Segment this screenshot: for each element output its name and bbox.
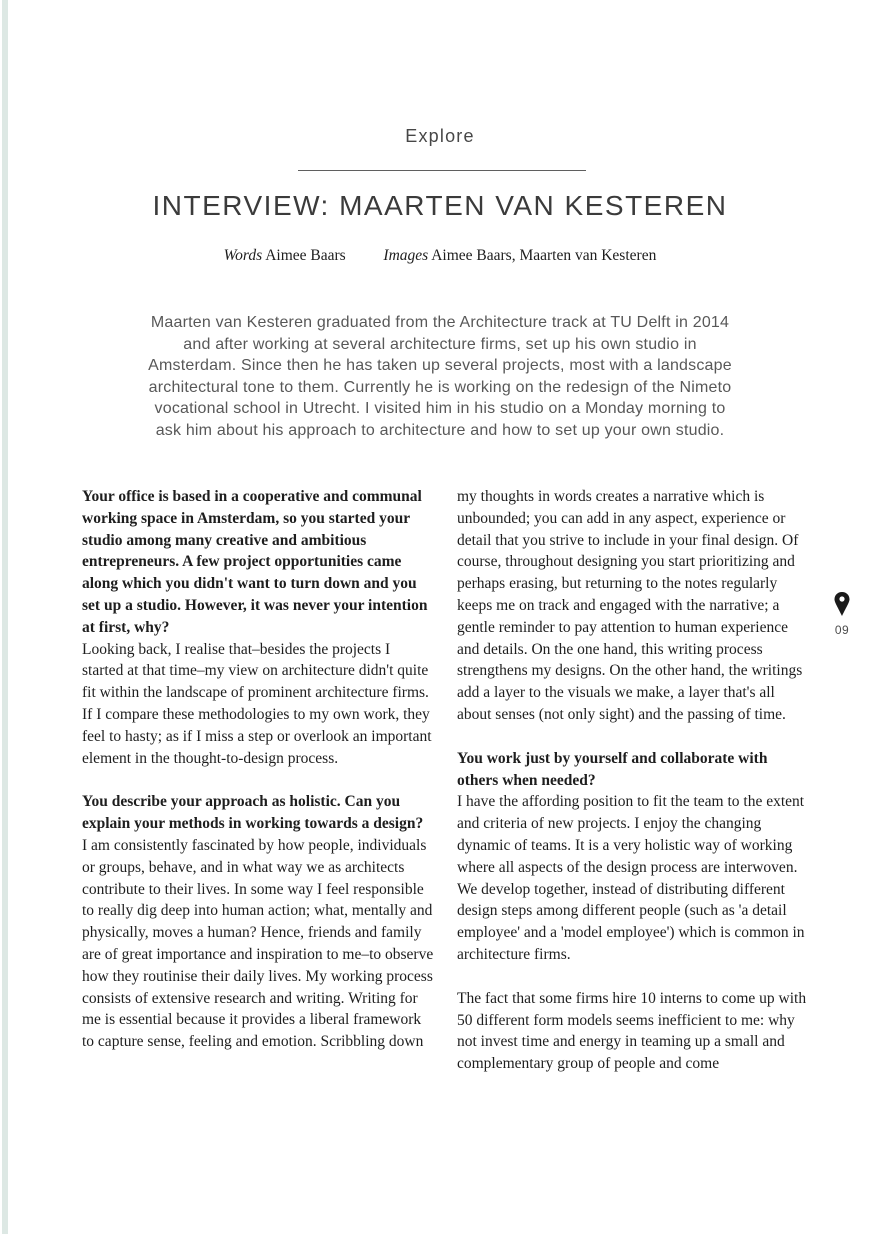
article-column-left	[82, 486, 435, 1075]
byline	[0, 247, 880, 265]
page-edge-strip	[2, 0, 8, 1234]
interview-answer: I have the affording position to fit the team to the extent and criteria of new projects. I enjoy the changing dynamic of teams. It is a very holistic way of working where all aspects of the design process are interwoven. We develop together, instead of distributing different design steps among different people (such as 'a detail employee' and a 'model employee') which is common in architecture firms.	[457, 793, 805, 963]
location-pin-icon	[834, 592, 850, 616]
header-divider	[298, 170, 586, 171]
interview-question: You describe your approach as holistic. Can you explain your methods in working towards a design?	[82, 793, 424, 833]
words-label: Words	[223, 247, 263, 264]
article-column-right	[457, 486, 810, 1075]
words-value: Aimee Baars	[265, 247, 346, 264]
section-kicker: Explore	[405, 126, 475, 146]
interview-answer: my thoughts in words creates a narrative which is unbounded; you can add in any aspect, experience or detail that you strive to include in your final design. Of course, throughout designing you start prioritizing and perhaps erasing, but returning to the notes regularly keeps me on track and engaged with the narrative; a gentle reminder to pay attention to human experience and details. On the one hand, this writing process strengthens my designs. On the other hand, the writings add a layer to the visuals we make, a layer that's all about senses (not only sight) and the passing of time.	[457, 488, 803, 723]
interview-answer: Looking back, I realise that–besides the projects I started at that time–my view on architecture didn't quite fit within the landscape of prominent architecture firms. If I compare these methodologies to my own work, they feel to hasty; as if I miss a step or overlook an important element in the thought-to-design process.	[82, 640, 432, 767]
interview-question: Your office is based in a cooperative and communal working space in Amsterdam, so you started your studio among many creative and ambitious entrepreneurs. A few project opportunities came along which you didn't want to turn down and you set up a studio. However, it was never your intention at first, why?	[82, 488, 428, 636]
interview-question: You work just by yourself and collaborate with others when needed?	[457, 749, 768, 789]
intro-paragraph: Maarten van Kesteren graduated from the Architecture track at TU Delft in 2014 and after working at several architecture firms, set up his own studio in Amsterdam. Since then he has taken up several projects, most with a landscape architectural tone to them. Currently he is working on the redesign of the Nimeto vocational school in Utrecht. I visited him in his studio on a Monday morning to ask him about his approach to architecture and how to set up your own studio.	[148, 314, 732, 439]
images-label: Images	[383, 247, 429, 264]
interview-answer: I am consistently fascinated by how people, individuals or groups, behave, and in what way we as architects contribute to their lives. In some way I feel responsible to really dig deep into human action; what, mentally and physically, moves a human? Hence, friends and family are of great importance and inspiration to me–to observe how they routinise their daily lives. My working process consists of extensive research and writing. Writing for me is essential because it provides a liberal framework to capture sense, feeling and emotion. Scribbling down	[82, 836, 434, 1051]
images-value: Aimee Baars, Maarten van Kesteren	[431, 247, 657, 264]
interview-answer: The fact that some firms hire 10 interns to come up with 50 different form models seems inefficient to me: why not invest time and energy in teaming up a small and complementary group of people and come	[457, 989, 807, 1073]
article-columns	[82, 486, 810, 1075]
page-number: 09	[834, 623, 850, 637]
page-title: INTERVIEW: MAARTEN VAN KESTEREN	[152, 190, 728, 221]
